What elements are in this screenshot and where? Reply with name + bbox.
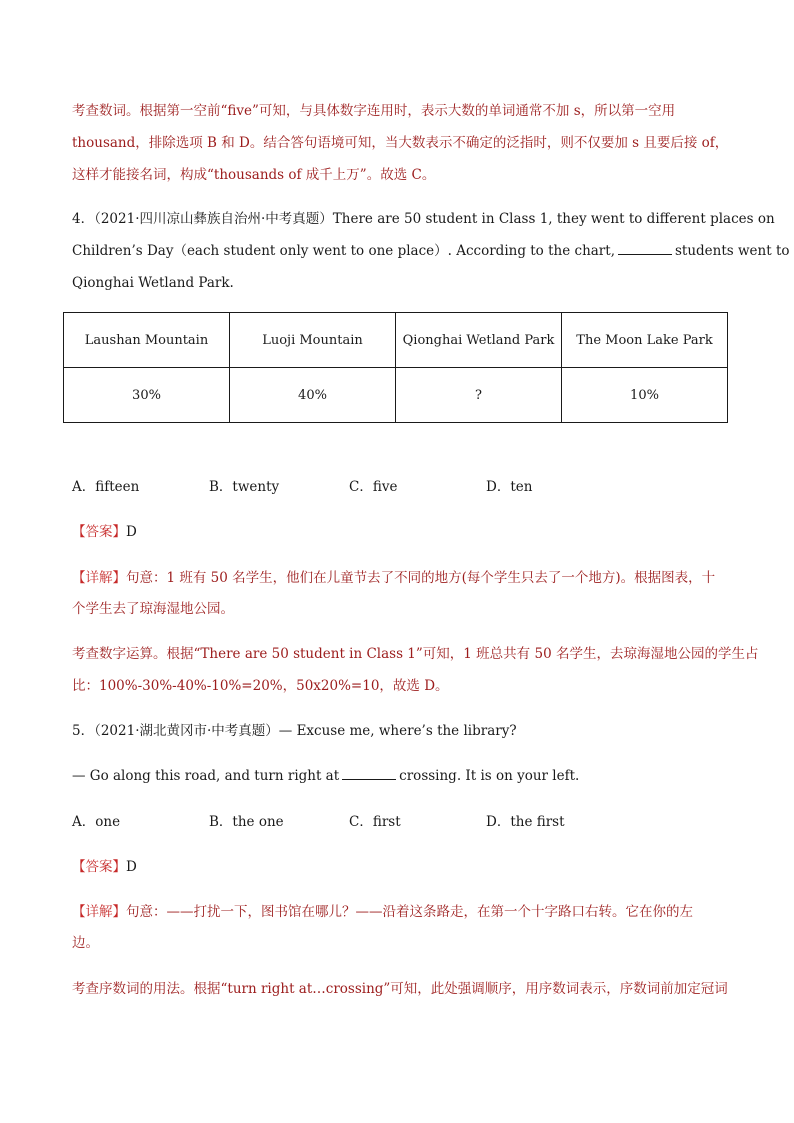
q5-option-d[interactable]: D．the first (486, 814, 565, 830)
q5-answer (72, 858, 137, 876)
table-cell: 10% (562, 368, 728, 423)
table-cell: 30% (64, 368, 230, 423)
q4-stem-line-2 (72, 242, 790, 260)
answer-tag: 【答案】 (72, 524, 126, 540)
q5-stem-line-2-suffix: crossing. It is on your left. (399, 768, 580, 784)
q5-stem-line-1: 5．（2021·湖北黄冈市·中考真题）— Excuse me, where’s the library? (72, 723, 517, 739)
q4-analysis-line-2: 比：100%-30%-40%-10%=20%，50x20%=10，故选 D。 (72, 678, 449, 694)
q4-stem-line-2-prefix: Children’s Day（each student only went to one place）. According to the chart, (72, 243, 615, 259)
q4-chart-table (63, 312, 728, 423)
answer-value: D (126, 524, 137, 540)
q4-stem-line-1: 4．（2021·四川凉山彝族自治州·中考真题）There are 50 student in Class 1, they went to different places on (72, 211, 775, 227)
prev-explanation-line-2: thousand，排除选项 B 和 D。结合答句语境可知，当大数表示不确定的泛指时，则不仅要加 s 且要后接 of， (72, 135, 729, 151)
q4-answer-blank (618, 242, 672, 255)
q4-option-c[interactable]: C．five (349, 479, 398, 495)
prev-explanation-line-3: 这样才能接名词，构成“thousands of 成千上万”。故选 C。 (72, 167, 436, 183)
detail-tag: 【详解】 (72, 904, 126, 920)
q4-detail-line-2: 个学生去了琼海湿地公园。 (72, 601, 234, 617)
prev-explanation-line-1: 考查数词。根据第一空前“five”可知，与具体数字连用时，表示大数的单词通常不加 s，所以第一空用 (72, 103, 676, 119)
q4-option-b[interactable]: B．twenty (209, 479, 280, 495)
answer-tag: 【答案】 (72, 859, 126, 875)
q5-stem-line-2 (72, 767, 579, 785)
table-cell: 40% (230, 368, 396, 423)
detail-text: 句意：——打扰一下，图书馆在哪儿？——沿着这条路走，在第一个十字路口右转。它在你的左 (126, 904, 693, 920)
q4-stem-line-3: Qionghai Wetland Park. (72, 275, 234, 291)
q4-detail-line-1 (72, 569, 715, 587)
q5-detail-line-2: 边。 (72, 935, 99, 951)
q4-answer (72, 523, 137, 541)
q5-stem-line-2-prefix: — Go along this road, and turn right at (72, 768, 340, 784)
detail-tag: 【详解】 (72, 570, 126, 586)
table-header-cell: Qionghai Wetland Park (396, 313, 562, 368)
q4-option-d[interactable]: D．ten (486, 479, 533, 495)
q5-option-a[interactable]: A．one (72, 814, 121, 830)
table-row (64, 368, 728, 423)
table-cell: ? (396, 368, 562, 423)
detail-text: 句意：1 班有 50 名学生，他们在儿童节去了不同的地方(每个学生只去了一个地方)。根据图表，十 (126, 570, 716, 586)
table-header-cell: The Moon Lake Park (562, 313, 728, 368)
answer-value: D (126, 859, 137, 875)
table-header-cell: Luoji Mountain (230, 313, 396, 368)
q4-option-a[interactable]: A．fifteen (72, 479, 140, 495)
q5-option-b[interactable]: B．the one (209, 814, 284, 830)
table-header-row (64, 313, 728, 368)
q5-answer-blank (342, 767, 396, 780)
q5-analysis-line-1: 考查序数词的用法。根据“turn right at…crossing”可知，此处强调顺序，用序数词表示，序数词前加定冠词 (72, 981, 728, 997)
table-header-cell: Laushan Mountain (64, 313, 230, 368)
q4-analysis-line-1: 考查数字运算。根据“There are 50 student in Class 1”可知，1 班总共有 50 名学生，去琼海湿地公园的学生占 (72, 646, 759, 662)
q5-detail-line-1 (72, 903, 693, 921)
q5-option-c[interactable]: C．first (349, 814, 401, 830)
q4-stem-line-2-suffix: students went to (674, 243, 790, 259)
